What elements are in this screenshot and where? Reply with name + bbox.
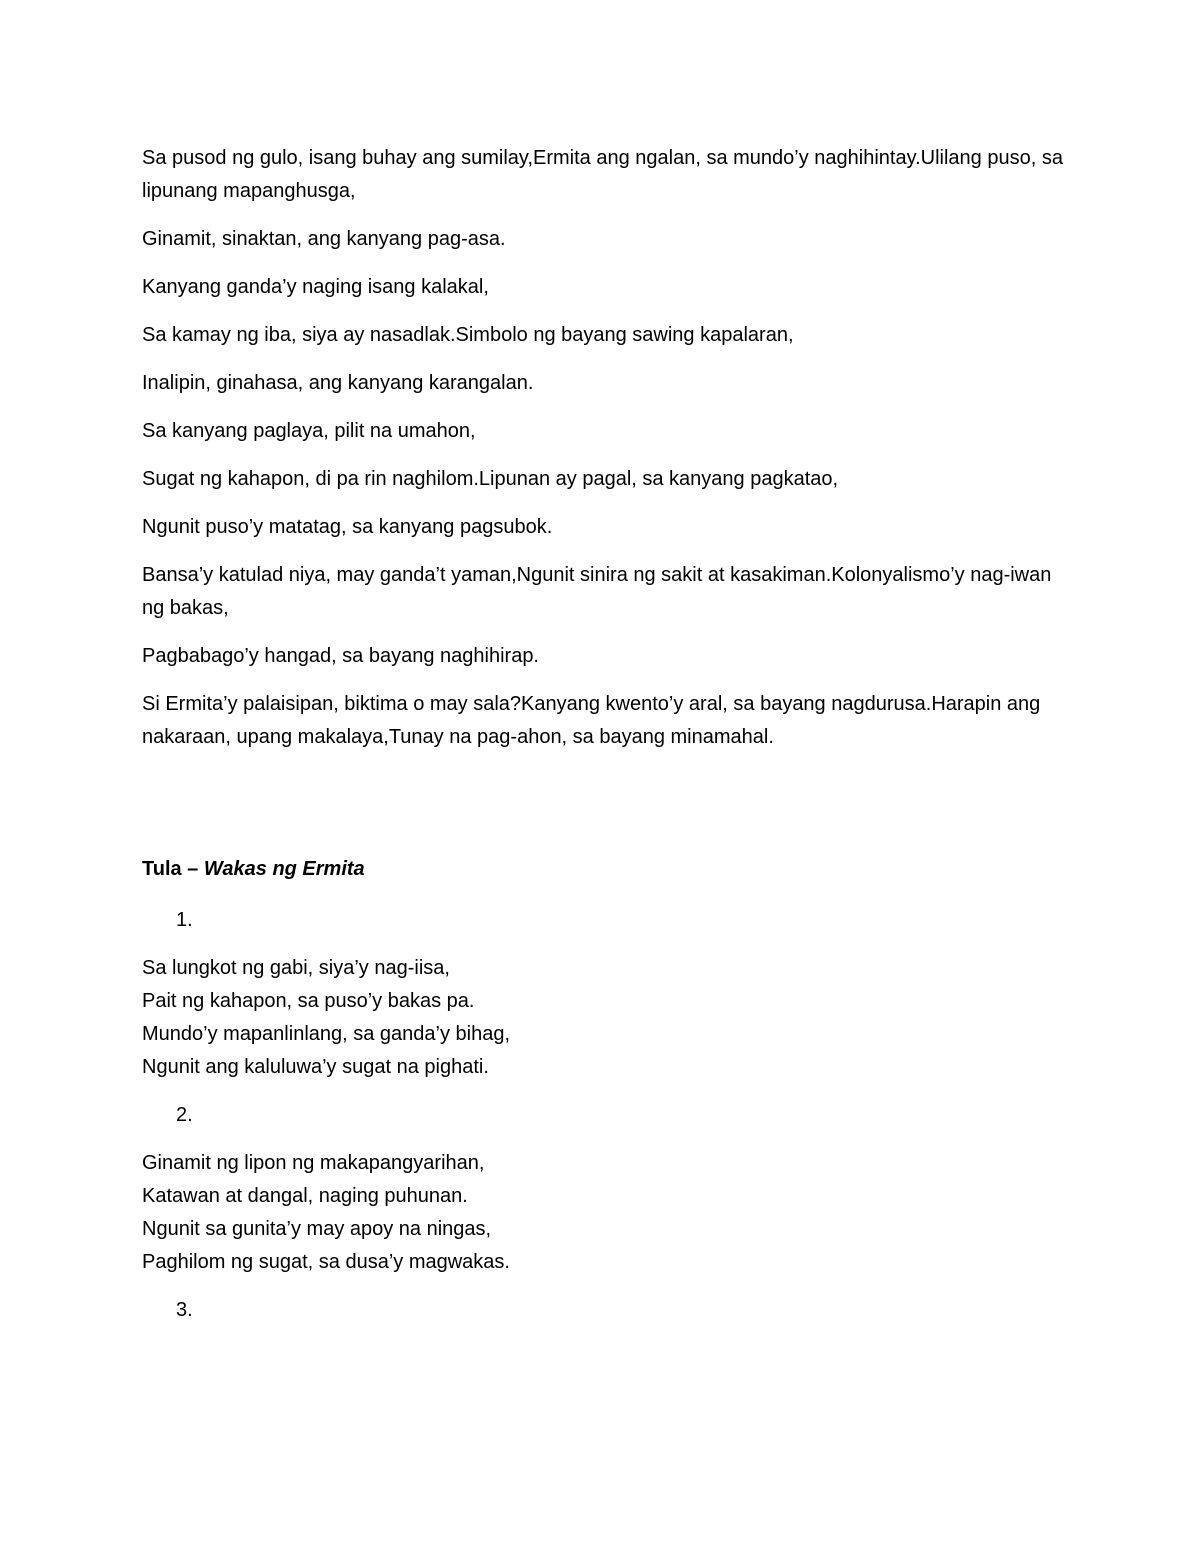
stanza-line: Mundo’y mapanlinlang, sa ganda’y bihag, <box>142 1023 511 1045</box>
poem-title <box>142 853 1072 886</box>
stanza-line: Ngunit sa gunita’y may apoy na ningas, <box>142 1218 492 1240</box>
paragraph: Bansa’y katulad niya, may ganda’t yaman,Ngunit sinira ng sakit at kasakiman.Kolonyalismo’y nag-iwan ng bakas, <box>142 564 1052 619</box>
paragraph: Ngunit puso’y matatag, sa kanyang pagsubok. <box>142 516 553 538</box>
paragraph: Sa kanyang paglaya, pilit na umahon, <box>142 420 476 442</box>
stanza-line: Sa lungkot ng gabi, siya’y nag-iisa, <box>142 957 450 979</box>
stanza-number: 3. <box>176 1299 193 1321</box>
stanza-line: Katawan at dangal, naging puhunan. <box>142 1185 468 1207</box>
paragraph: Sa pusod ng gulo, isang buhay ang sumilay,Ermita ang ngalan, sa mundo’y naghihintay.Ulilang puso, sa lipunang mapanghusga, <box>142 147 1063 202</box>
paragraph: Si Ermita’y palaisipan, biktima o may sala?Kanyang kwento’y aral, sa bayang nagdurusa.Harapin ang nakaraan, upang makalaya,Tunay na pag-ahon, sa bayang minamahal. <box>142 693 1041 748</box>
paragraph: Sugat ng kahapon, di pa rin naghilom.Lipunan ay pagal, sa kanyang pagkatao, <box>142 468 839 490</box>
stanza-number: 1. <box>176 909 193 931</box>
paragraph: Pagbabago’y hangad, sa bayang naghihirap. <box>142 645 539 667</box>
paragraph: Ginamit, sinaktan, ang kanyang pag-asa. <box>142 228 506 250</box>
document-page <box>142 142 1072 1342</box>
stanza-number: 2. <box>176 1104 193 1126</box>
stanza-line: Ginamit ng lipon ng makapangyarihan, <box>142 1152 485 1174</box>
paragraph: Sa kamay ng iba, siya ay nasadlak.Simbolo ng bayang sawing kapalaran, <box>142 324 794 346</box>
stanza-line: Ngunit ang kaluluwa’y sugat na pighati. <box>142 1056 489 1078</box>
paragraph: Kanyang ganda’y naging isang kalakal, <box>142 276 489 298</box>
poem-title-prefix: Tula – <box>142 858 204 880</box>
poem-title-italic: Wakas ng Ermita <box>203 858 365 880</box>
stanza <box>142 952 1072 1084</box>
stanza <box>142 1147 1072 1279</box>
stanza-line: Pait ng kahapon, sa puso’y bakas pa. <box>142 990 475 1012</box>
blank-space <box>142 769 1072 853</box>
paragraph: Inalipin, ginahasa, ang kanyang karangalan. <box>142 372 534 394</box>
stanza-line: Paghilom ng sugat, sa dusa’y magwakas. <box>142 1251 510 1273</box>
